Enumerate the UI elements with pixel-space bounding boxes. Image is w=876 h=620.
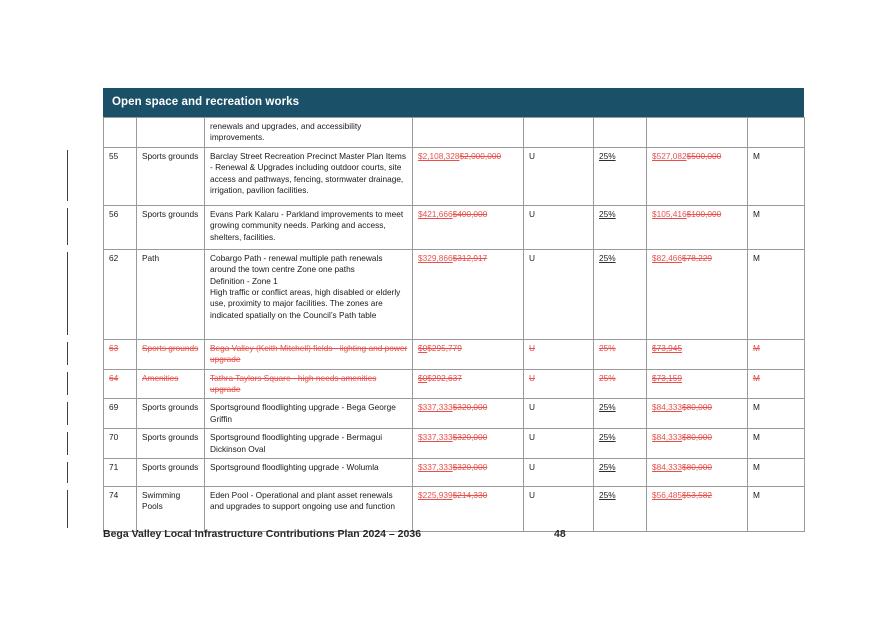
cell-item-id — [104, 118, 137, 148]
cell-stage: M — [748, 147, 805, 205]
cell-stage: M — [748, 399, 805, 429]
cell-estimated-cost-deleted: $295,779 — [427, 342, 462, 353]
cell-description: Bega Valley (Keith Mitchell) fields - lighting and power upgrade — [205, 339, 413, 369]
cell-percent-value: 25% — [599, 462, 616, 473]
cell-contribution-deleted: $78,229 — [682, 252, 712, 263]
cell-contribution-inserted: $82,466 — [652, 252, 682, 263]
cell-apportionment — [524, 118, 594, 148]
cell-work-type: Amenities — [137, 369, 205, 399]
table-row — [104, 118, 805, 148]
cell-estimated-cost-inserted: $337,333 — [418, 462, 453, 473]
cell-contribution-deleted: $500,000 — [686, 150, 722, 161]
table-row — [104, 399, 805, 429]
cell-percent — [594, 118, 647, 148]
change-bar — [67, 208, 68, 245]
cell-stage: M — [748, 369, 805, 399]
cell-contribution — [647, 339, 748, 369]
cell-work-type: Sports grounds — [137, 399, 205, 429]
cell-contribution — [647, 205, 748, 249]
cell-apportionment: U — [524, 205, 594, 249]
cell-estimated-cost-inserted: $225,939 — [418, 490, 453, 501]
change-bar — [67, 402, 68, 425]
cell-percent — [594, 429, 647, 459]
cell-estimated-cost-inserted: $0 — [418, 372, 428, 383]
cell-contribution — [647, 459, 748, 487]
cell-contribution — [647, 487, 748, 532]
cell-percent — [594, 459, 647, 487]
works-table-body — [104, 118, 805, 532]
cell-contribution — [647, 249, 748, 339]
cell-percent-value: 25% — [599, 490, 616, 501]
cell-apportionment: U — [524, 429, 594, 459]
table-row — [104, 369, 805, 399]
cell-percent — [594, 399, 647, 429]
table-row — [104, 147, 805, 205]
revision-change-bars — [0, 0, 100, 620]
cell-contribution-deleted: $80,000 — [682, 402, 712, 413]
cell-stage: M — [748, 249, 805, 339]
cell-estimated-cost-inserted: $0 — [418, 342, 428, 353]
cell-description: Cobargo Path - renewal multiple path renewals around the town centre Zone one paths Definition - Zone 1 High traffic or conflict areas, high disabled or elderly use, proximity to major facilities. The zones are indicated spatially on the Council’s Path table — [205, 249, 413, 339]
cell-estimated-cost-deleted: $214,330 — [452, 490, 488, 501]
cell-work-type: Sports grounds — [137, 205, 205, 249]
cell-estimated-cost — [413, 399, 524, 429]
cell-description: Barclay Street Recreation Precinct Master Plan Items - Renewal & Upgrades including outdoor courts, site access and pathways, fencing, stormwater drainage, irrigation, pavilion facilities. — [205, 147, 413, 205]
cell-item-id: 56 — [104, 205, 137, 249]
cell-description: Sportsground floodlighting upgrade - Bega George Griffin — [205, 399, 413, 429]
cell-estimated-cost-deleted: $400,000 — [452, 208, 488, 219]
cell-estimated-cost-inserted: $421,666 — [418, 208, 453, 219]
cell-description: Sportsground floodlighting upgrade - Wolumla — [205, 459, 413, 487]
cell-contribution-inserted: $84,333 — [652, 462, 682, 473]
works-table-block — [103, 88, 804, 532]
footer-page-number: 48 — [554, 528, 566, 540]
cell-description: renewals and upgrades, and accessibility improvements. — [205, 118, 413, 148]
cell-work-type: Sports grounds — [137, 459, 205, 487]
cell-stage: M — [748, 487, 805, 532]
cell-percent: 25% — [594, 339, 647, 369]
table-row — [104, 487, 805, 532]
cell-percent — [594, 147, 647, 205]
footer-document-title: Bega Valley Local Infrastructure Contributions Plan 2024 – 2036 — [103, 528, 422, 540]
cell-item-id: 55 — [104, 147, 137, 205]
cell-work-type: Sports grounds — [137, 429, 205, 459]
cell-estimated-cost — [413, 369, 524, 399]
cell-estimated-cost — [413, 118, 524, 148]
cell-estimated-cost-inserted: $329,866 — [418, 252, 453, 263]
cell-apportionment: U — [524, 249, 594, 339]
cell-contribution — [647, 147, 748, 205]
change-bar — [67, 432, 68, 455]
cell-stage: M — [748, 205, 805, 249]
cell-apportionment: U — [524, 399, 594, 429]
cell-estimated-cost-inserted: $337,333 — [418, 402, 453, 413]
cell-estimated-cost-inserted: $2,108,328 — [418, 150, 460, 161]
cell-estimated-cost — [413, 339, 524, 369]
cell-work-type: Sports grounds — [137, 147, 205, 205]
change-bar — [67, 462, 68, 483]
cell-description: Sportsground floodlighting upgrade - Bermagui Dickinson Oval — [205, 429, 413, 459]
cell-work-type: Sports grounds — [137, 339, 205, 369]
cell-contribution — [647, 399, 748, 429]
cell-contribution-inserted: $56,485 — [652, 490, 682, 501]
cell-description: Eden Pool - Operational and plant asset renewals and upgrades to support ongoing use and function — [205, 487, 413, 532]
cell-description: Tathra Taylors Square - high needs amenities upgrade — [205, 369, 413, 399]
cell-item-id: 63 — [104, 339, 137, 369]
table-row — [104, 459, 805, 487]
cell-estimated-cost — [413, 147, 524, 205]
cell-item-id: 71 — [104, 459, 137, 487]
cell-estimated-cost-deleted: $320,000 — [452, 432, 488, 443]
cell-work-type: Path — [137, 249, 205, 339]
cell-contribution — [647, 118, 748, 148]
cell-work-type: Swimming Pools — [137, 487, 205, 532]
cell-contribution-inserted: $73,159 — [652, 372, 682, 383]
cell-apportionment: U — [524, 487, 594, 532]
cell-item-id: 62 — [104, 249, 137, 339]
page-footer — [103, 528, 804, 544]
table-row — [104, 339, 805, 369]
table-row — [104, 205, 805, 249]
cell-estimated-cost — [413, 249, 524, 339]
change-bar — [67, 150, 68, 201]
cell-estimated-cost-deleted: $320,000 — [452, 402, 488, 413]
cell-apportionment: U — [524, 369, 594, 399]
cell-percent — [594, 205, 647, 249]
section-heading: Open space and recreation works — [103, 88, 804, 117]
cell-apportionment: U — [524, 459, 594, 487]
works-table — [103, 117, 805, 532]
cell-stage — [748, 118, 805, 148]
cell-contribution-inserted: $73,945 — [652, 342, 682, 353]
cell-stage: M — [748, 339, 805, 369]
cell-estimated-cost — [413, 459, 524, 487]
cell-estimated-cost-deleted: $2,000,000 — [459, 150, 502, 161]
change-bar — [67, 342, 68, 365]
cell-contribution-deleted: $80,000 — [682, 462, 712, 473]
cell-estimated-cost-deleted: $292,637 — [427, 372, 462, 383]
cell-estimated-cost — [413, 487, 524, 532]
cell-percent — [594, 249, 647, 339]
cell-percent-value: 25% — [599, 402, 616, 413]
cell-estimated-cost-deleted: $320,000 — [452, 462, 488, 473]
table-row — [104, 249, 805, 339]
cell-item-id: 74 — [104, 487, 137, 532]
cell-apportionment: U — [524, 339, 594, 369]
table-row — [104, 429, 805, 459]
cell-contribution-inserted: $84,333 — [652, 402, 682, 413]
cell-description: Evans Park Kalaru - Parkland improvements to meet growing community needs. Parking and access, shelters, facilities. — [205, 205, 413, 249]
change-bar — [67, 372, 68, 395]
cell-apportionment: U — [524, 147, 594, 205]
change-bar — [67, 252, 68, 335]
cell-percent — [594, 487, 647, 532]
change-bar — [67, 490, 68, 528]
cell-contribution — [647, 369, 748, 399]
cell-percent: 25% — [594, 369, 647, 399]
cell-item-id: 64 — [104, 369, 137, 399]
cell-item-id: 69 — [104, 399, 137, 429]
cell-stage: M — [748, 429, 805, 459]
cell-estimated-cost-inserted: $337,333 — [418, 432, 453, 443]
cell-contribution-deleted: $53,582 — [682, 490, 712, 501]
cell-contribution-inserted: $527,082 — [652, 150, 687, 161]
cell-contribution-deleted: $100,000 — [686, 208, 722, 219]
cell-contribution-deleted: $80,000 — [682, 432, 712, 443]
cell-item-id: 70 — [104, 429, 137, 459]
cell-estimated-cost — [413, 205, 524, 249]
cell-stage: M — [748, 459, 805, 487]
cell-work-type — [137, 118, 205, 148]
cell-percent-value: 25% — [599, 252, 616, 263]
cell-percent-value: 25% — [599, 150, 616, 161]
cell-contribution-inserted: $84,333 — [652, 432, 682, 443]
cell-percent-value: 25% — [599, 432, 616, 443]
cell-contribution — [647, 429, 748, 459]
cell-contribution-inserted: $105,416 — [652, 208, 687, 219]
cell-estimated-cost-deleted: $312,917 — [452, 252, 488, 263]
cell-percent-value: 25% — [599, 208, 616, 219]
cell-estimated-cost — [413, 429, 524, 459]
